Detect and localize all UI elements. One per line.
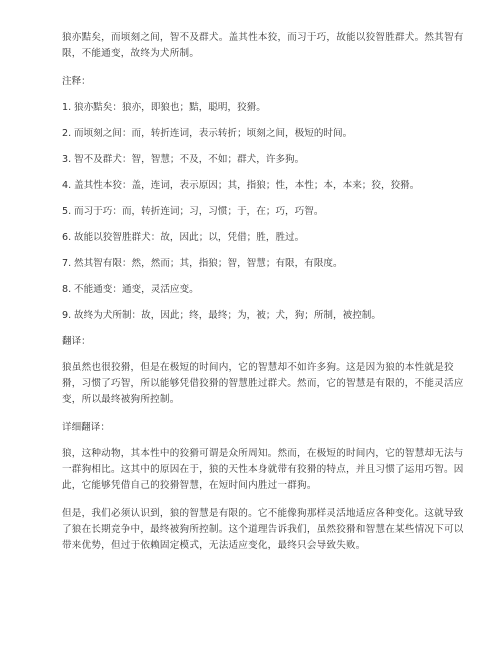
note-number: 8. — [62, 284, 72, 295]
note-item — [62, 178, 464, 194]
detail-translation-heading: 详细翻译： — [62, 422, 110, 433]
note-text: 然其智有限：然，然而；其，指狼；智，智慧；有限，有限度。 — [74, 258, 343, 269]
note-number: 6. — [62, 232, 72, 243]
note-number: 7. — [62, 258, 72, 269]
detail-paragraph: 但是，我们必须认识到，狼的智慧是有限的。它不能像狗那样灵活地适应各种变化。这就导致了狼在长期竞争中，最终被狗所控制。这个道理告诉我们，虽然狡猾和智慧在某些情况下可以带来优势，但过于依赖固定模式，无法适应变化，最终只会导致失败。 — [62, 508, 464, 551]
note-number: 3. — [62, 154, 72, 165]
translation-text: 狼虽然也很狡猾，但是在极短的时间内，它的智慧却不如许多狗。这是因为狼的本性就是狡猾，习惯了巧智，所以能够凭借狡猾的智慧胜过群犬。然而，它的智慧是有限的，不能灵活应变，所以最终被狗所控制。 — [62, 362, 464, 405]
note-text: 而顷刻之间：而，转折连词，表示转折；顷刻之间，极短的时间。 — [74, 128, 353, 139]
notes-list — [62, 100, 464, 324]
note-text: 而习于巧：而，转折连词；习，习惯；于，在；巧，巧智。 — [74, 206, 324, 217]
note-number: 4. — [62, 180, 72, 191]
note-item — [62, 100, 464, 116]
note-number: 9. — [62, 310, 72, 321]
note-item — [62, 230, 464, 246]
note-item — [62, 152, 464, 168]
note-number: 2. — [62, 128, 72, 139]
note-text: 故能以狡智胜群犬：故，因此；以，凭借；胜，胜过。 — [74, 232, 305, 243]
note-item — [62, 126, 464, 142]
detail-paragraph: 狼，这种动物，其本性中的狡猾可谓是众所周知。然而，在极短的时间内，它的智慧却无法与一群狗相比。这其中的原因在于，狼的天性本身就带有狡猾的特点，并且习惯了运用巧智。因此，它能够凭借自己的狡猾智慧，在短时间内胜过一群狗。 — [62, 448, 464, 491]
translation-heading: 翻译： — [62, 336, 91, 347]
notes-heading: 注释： — [62, 76, 91, 87]
note-item — [62, 308, 464, 324]
note-text: 不能通变：通变，灵活应变。 — [74, 284, 199, 295]
original-text: 狼亦黠矣，而顷刻之间，智不及群犬。盖其性本狡，而习于巧，故能以狡智胜群犬。然其智有限，不能通变，故终为犬所制。 — [62, 32, 464, 59]
note-number: 1. — [62, 102, 72, 113]
note-item — [62, 256, 464, 272]
note-number: 5. — [62, 206, 72, 217]
note-text: 智不及群犬：智，智慧；不及，不如；群犬，许多狗。 — [74, 154, 305, 165]
note-text: 狼亦黠矣：狼亦，即狼也；黠，聪明，狡猾。 — [74, 102, 266, 113]
note-text: 盖其性本狡：盖，连词，表示原因；其，指狼；性，本性；本，本来；狡，狡猾。 — [74, 180, 420, 191]
note-item — [62, 204, 464, 220]
note-text: 故终为犬所制：故，因此；终，最终；为，被；犬，狗；所制，被控制。 — [74, 310, 381, 321]
note-item — [62, 282, 464, 298]
